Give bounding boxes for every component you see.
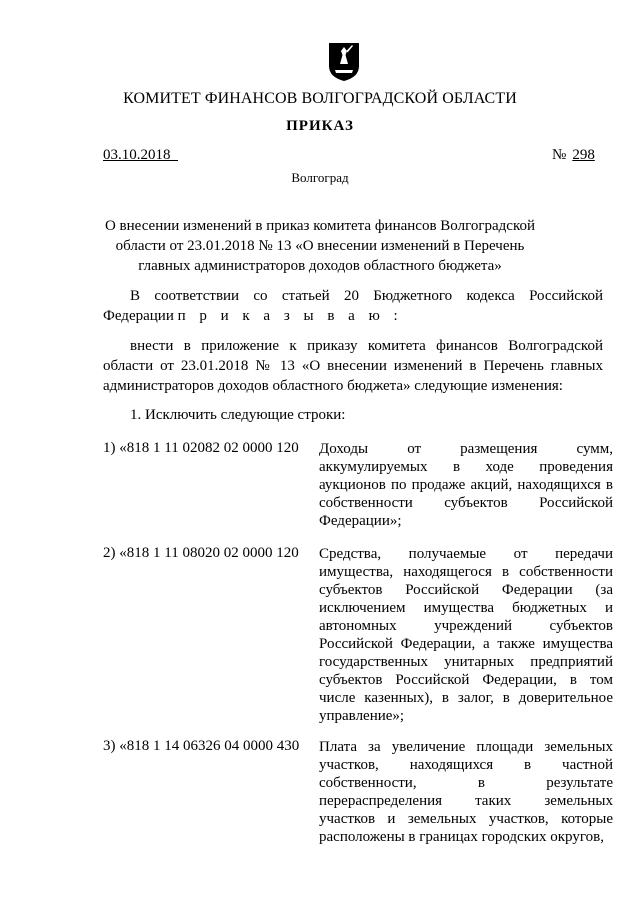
volgograd-coat-of-arms-icon [328,42,360,82]
row-description: Доходы от размещения сумм, аккумулируемых в ходе проведения аукционов по продаже акций, находящихся в собственности субъектов Российской Федерации»; [319,441,613,529]
city-name: Волгоград [291,170,349,185]
organization-name: КОМИТЕТ ФИНАНСОВ ВОЛГОГРАДСКОЙ ОБЛАСТИ [123,90,517,107]
item-1-heading: 1. Исключить следующие строки: [130,407,346,423]
number-label: № [552,147,567,163]
intro-text: В соответствии со статьей 20 Бюджетного кодекса Российской Федерации [103,288,603,324]
intro-paragraph [103,286,603,326]
document-number: 298 [572,147,595,163]
document-number-block [552,147,595,164]
row-code: 3) «818 1 14 06326 04 0000 430 [103,738,300,754]
document-date: 03.10.2018 [103,147,171,163]
row-description: Плата за увеличение площади земельных участков, находящихся в частной собственности, в результате перераспределения таких земельных участков и земельных участков, которые расположены в границах городских округов, [319,739,613,845]
row-code: 1) «818 1 11 02082 02 0000 120 [103,440,299,456]
row-code: 2) «818 1 11 08020 02 0000 120 [103,545,299,561]
row-description: Средства, получаемые от передачи имущества, находящегося в собственности субъектов Российской Федерации (за исключением имущества бюджетных и автономных учреждений субъектов Российской Федерации, а также имущества государственных унитарных предприятий субъектов Российской Федерации, в том числе казенных), в залог, в доверительное управление»; [319,546,613,724]
order-word: п р и к а з ы в а ю : [177,308,403,324]
document-type: ПРИКАЗ [286,118,354,134]
document-title: О внесении изменений в приказ комитета финансов Волгоградской области от 23.01.2018 № 13 «О внесении изменений в Перечень главных администраторов доходов областного бюджета» [104,218,536,274]
amendment-paragraph: внести в приложение к приказу комитета финансов Волгоградской области от 23.01.2018 № 13 «О внесении изменений в Перечень главных администраторов доходов областного бюджета» следующие изменения: [103,338,603,394]
